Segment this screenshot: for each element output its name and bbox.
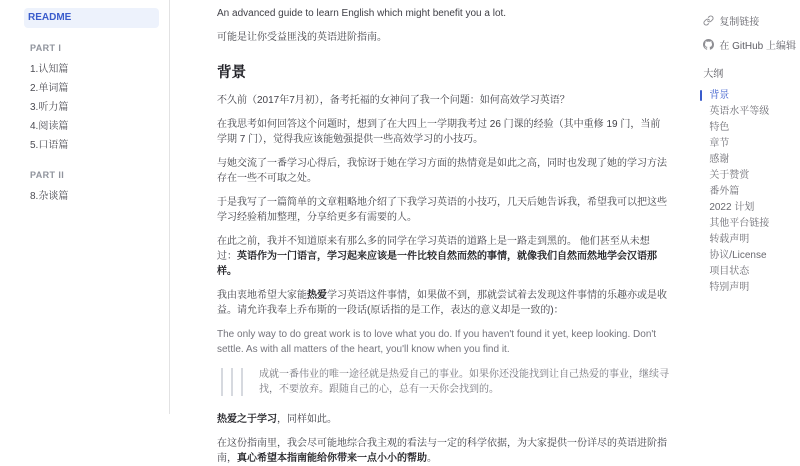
paragraph: 我由衷地希望大家能热爱学习英语这件事情，如果做不到，那就尝试着去发现这件事情的乐趣亦或是收益。请允许我奉上乔布斯的一段话(原话指的是工作，表达的意义却是一致的)： bbox=[217, 290, 667, 316]
section-heading: 背景 bbox=[217, 65, 246, 81]
outline-item[interactable]: 2022 计划 bbox=[709, 202, 755, 213]
outline-item[interactable]: 特色 bbox=[709, 122, 730, 133]
sidebar bbox=[0, 0, 170, 414]
outline-item[interactable]: 协议/License bbox=[709, 250, 767, 261]
edit-on-github-label: 在 GitHub 上编辑 bbox=[719, 41, 796, 52]
article-body bbox=[217, 6, 669, 466]
sidebar-item[interactable]: 8.杂谈篇 bbox=[30, 191, 69, 202]
paragraph: 可能是让你受益匪浅的英语进阶指南。 bbox=[217, 32, 387, 43]
sidebar-item[interactable]: 1.认知篇 bbox=[30, 64, 69, 75]
paragraph: 与她交流了一番学习心得后，我惊讶于她在学习方面的热情竟是如此之高，同时也发现了她的学习方法存在一些不可取之处。 bbox=[217, 158, 667, 184]
sidebar-sections bbox=[30, 8, 161, 206]
paragraph: An advanced guide to learn English which might benefit you a lot. bbox=[217, 8, 507, 19]
sidebar-section-title: PART I bbox=[30, 43, 62, 53]
paragraph: 不久前（2017年7月初），备考托福的女神问了我一个问题：如何高效学习英语？ bbox=[217, 95, 570, 106]
sidebar-item[interactable]: 3.听力篇 bbox=[30, 102, 69, 113]
copy-link-label: 复制链接 bbox=[719, 17, 760, 28]
paragraph: 在此之前，我并不知道原来有那么多的同学在学习英语的道路上是一路走到黑的。 他们甚至从未想过：英语作为一门语言，学习起来应该是一件比较自然而然的事情，就像我们自然而然地学会汉语那样。 bbox=[217, 236, 657, 277]
blockquote bbox=[217, 366, 669, 398]
paragraph: 热爱之于学习，同样如此。 bbox=[217, 414, 337, 425]
blockquote-text: 成就一番伟业的唯一途径就是热爱自己的事业。如果你还没能找到让自己热爱的事业，继续寻找，不要放弃。跟随自己的心，总有一天你会找到的。 bbox=[259, 369, 669, 395]
sidebar-item[interactable]: README bbox=[24, 8, 159, 28]
paragraph: 在这份指南里，我会尽可能地综合我主观的看法与一定的科学依据，为大家提供一份详尽的英语进阶指南，真心希望本指南能给你带来一点小小的帮助。 bbox=[217, 438, 667, 464]
outline-item[interactable]: 特别声明 bbox=[709, 282, 750, 293]
outline-list bbox=[703, 88, 796, 296]
outline bbox=[703, 65, 796, 296]
paragraph: 在我思考如何回答这个问题时，想到了在大四上一学期我考过 26 门课的经验（其中重修 19 门，当前学期 7 门），觉得我应该能勉强提供一些高效学习的小技巧。 bbox=[217, 119, 661, 145]
outline-title: 大纲 bbox=[703, 69, 724, 80]
outline-item[interactable]: 背景 bbox=[709, 88, 796, 104]
sidebar-item[interactable]: 4.阅读篇 bbox=[30, 121, 69, 132]
outline-item[interactable]: 番外篇 bbox=[709, 186, 740, 197]
right-panel bbox=[689, 0, 800, 414]
github-icon bbox=[703, 39, 714, 50]
outline-item[interactable]: 其他平台链接 bbox=[709, 218, 770, 229]
outline-item[interactable]: 转载声明 bbox=[709, 234, 750, 245]
paragraph: The only way to do great work is to love what you do. If you haven't found it yet, keep looking. Don't settle. As with all matters of the heart, you'll know when you find it. bbox=[217, 329, 657, 355]
sidebar-item[interactable]: 2.单词篇 bbox=[30, 83, 69, 94]
link-icon bbox=[703, 15, 714, 26]
outline-item[interactable]: 章节 bbox=[709, 138, 730, 149]
edit-on-github-link[interactable] bbox=[703, 37, 796, 52]
outline-item[interactable]: 感谢 bbox=[709, 154, 730, 165]
outline-item[interactable]: 关于赞赏 bbox=[709, 170, 750, 181]
main-content bbox=[170, 0, 689, 464]
outline-item[interactable]: 项目状态 bbox=[709, 266, 750, 277]
outline-item[interactable]: 英语水平等级 bbox=[709, 106, 770, 117]
paragraph: 于是我写了一篇简单的文章粗略地介绍了下我学习英语的小技巧，几天后她告诉我，希望我可以把这些学习经验稍加整理，分享给更多有需要的人。 bbox=[217, 197, 667, 223]
copy-link-button[interactable] bbox=[703, 13, 796, 28]
page-actions bbox=[703, 13, 796, 52]
sidebar-item[interactable]: 5.口语篇 bbox=[30, 140, 69, 151]
sidebar-section-title: PART II bbox=[30, 170, 65, 180]
